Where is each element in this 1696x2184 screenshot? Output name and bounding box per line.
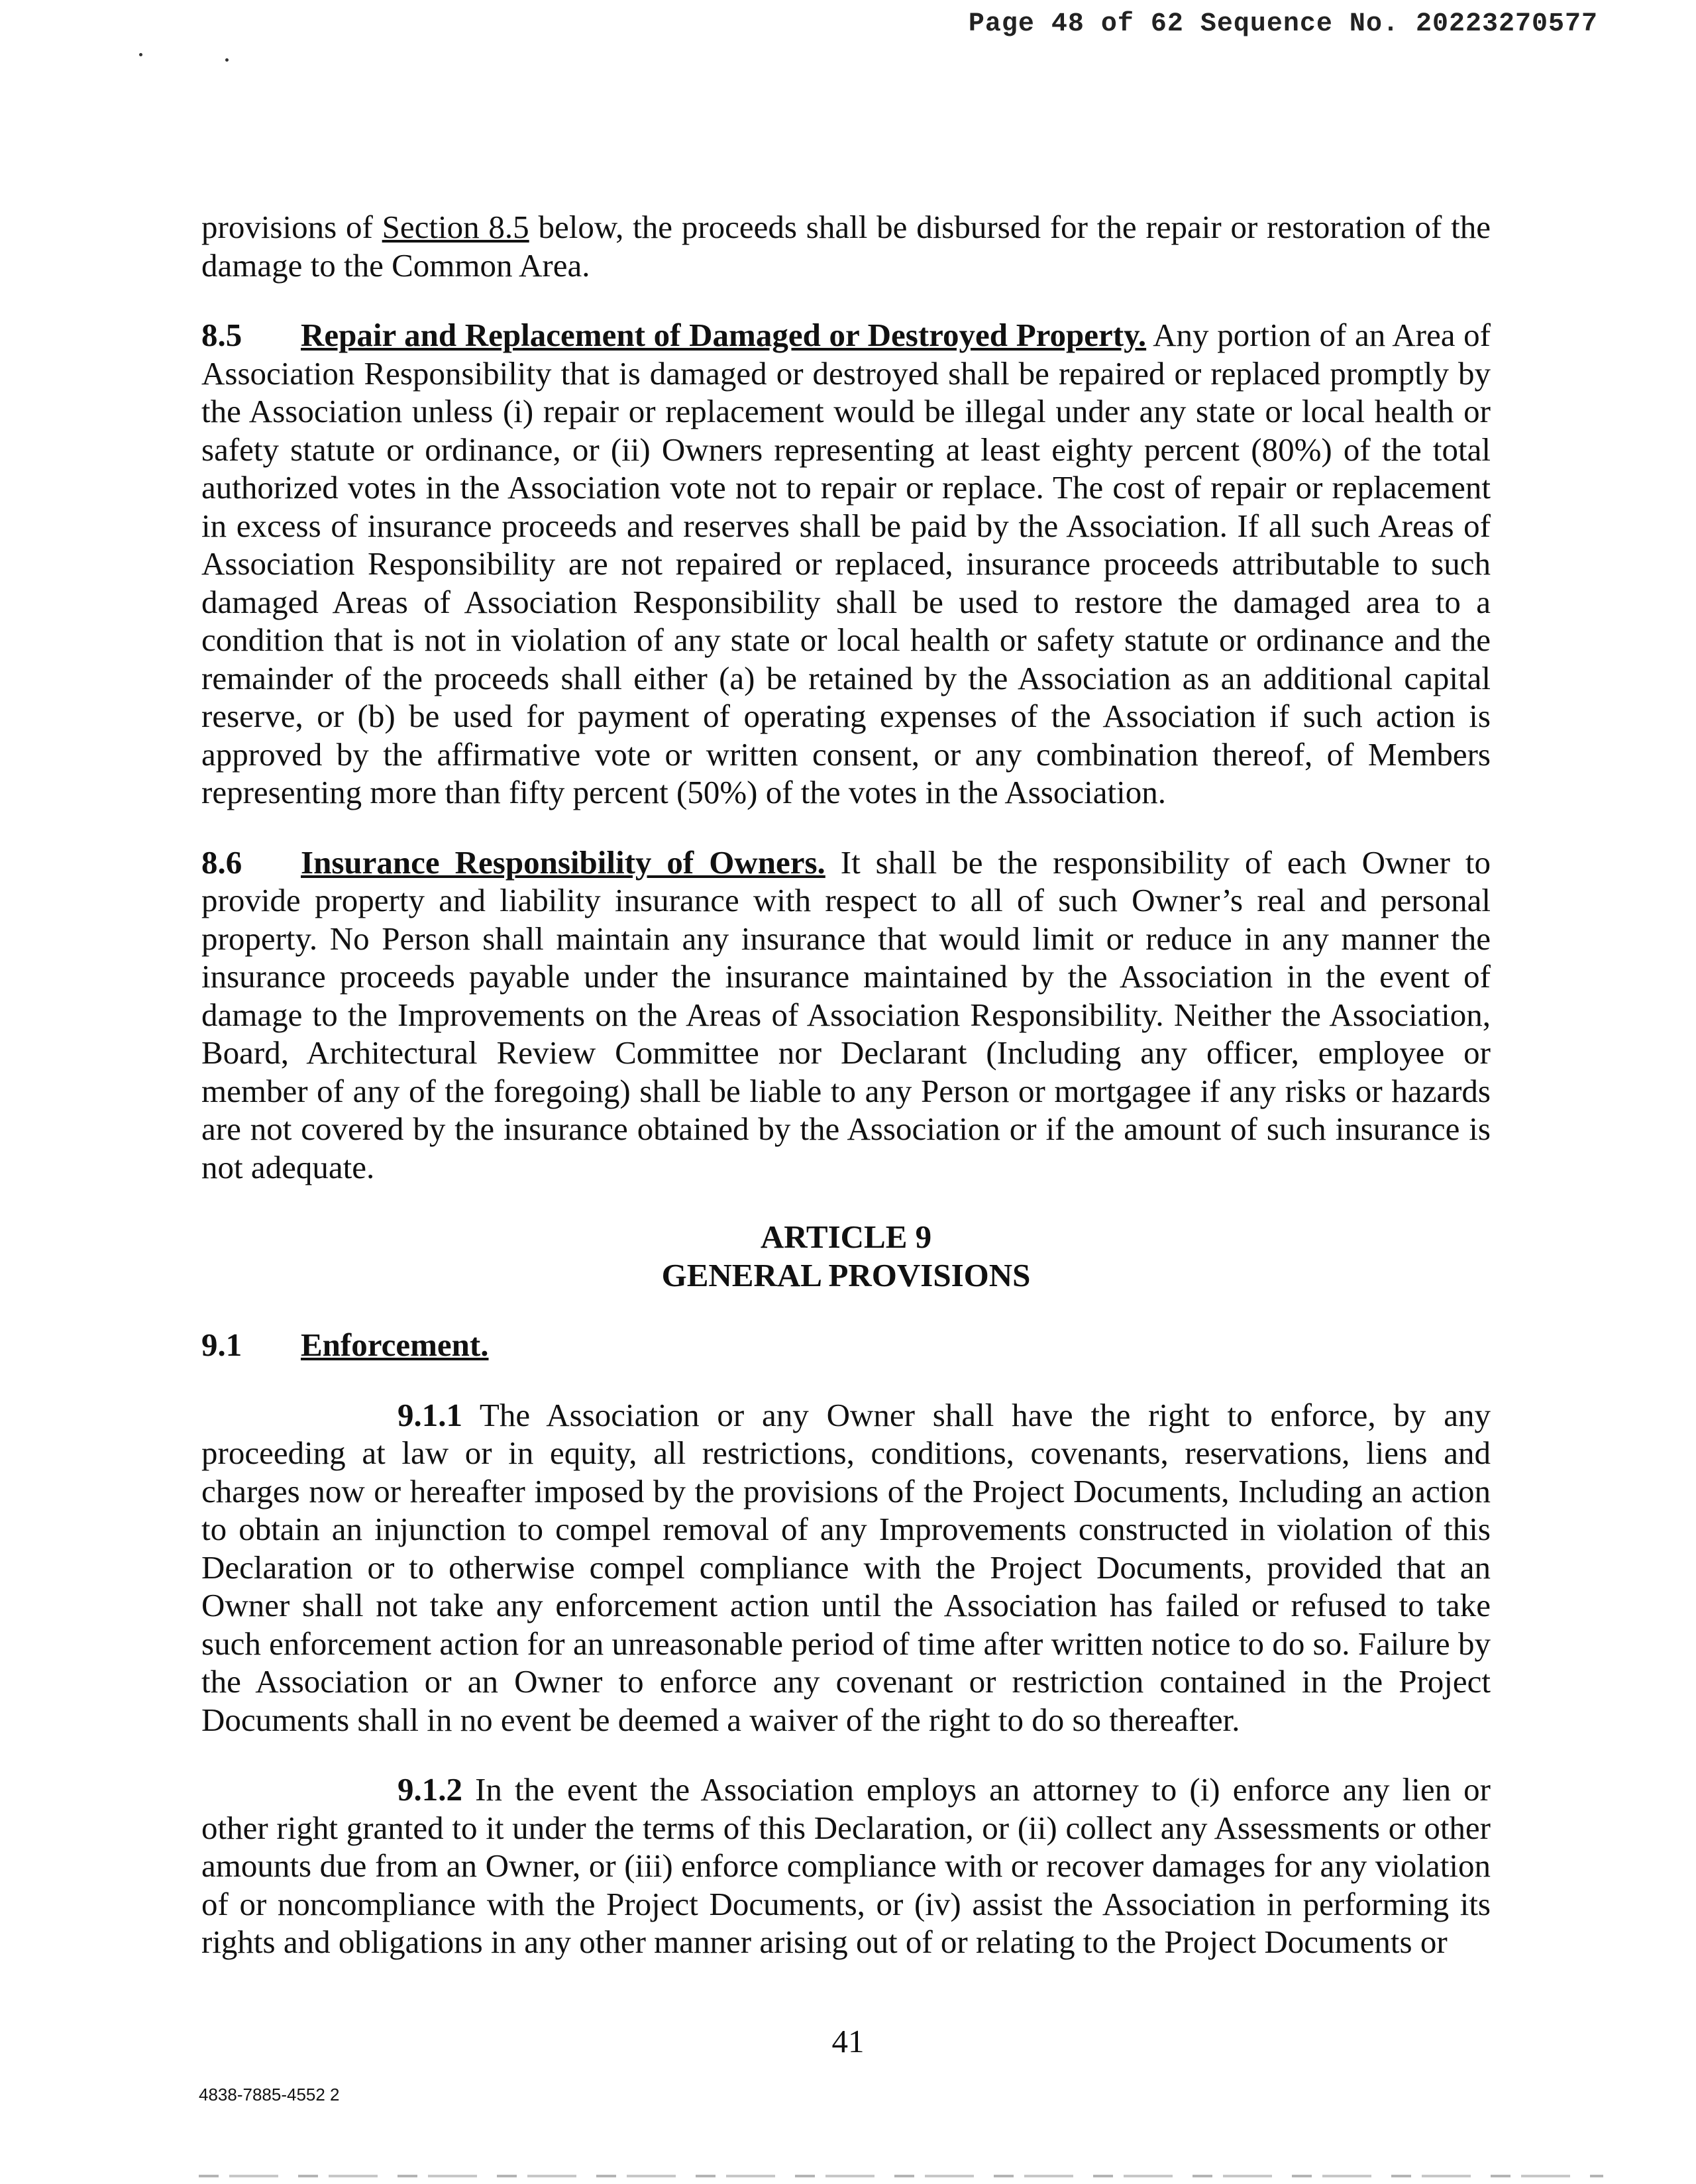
section-text: It shall be the responsibility of each Owner to provide property and liability insurance with respect to all of such Owner’s real and personal property. No Person shall maintain any insurance that would limit or reduce in any manner the insurance proceeds payable under the insurance maintained by the Association in the event of damage to the Improvements on the Areas of Association Responsibility. Neither the Association, Board, Architectural Review Committee nor Declarant (Including any officer, employee or member of any of the foregoing) shall be liable to any Person or mortgagee if any risks or hazards are not covered by the insurance obtained by the Association or if the amount of such insurance is not adequate. — [201, 844, 1491, 1185]
section-8-6 — [201, 844, 1491, 1187]
document-body — [201, 208, 1491, 1961]
scan-artifact-line — [199, 2175, 1603, 2177]
intro-paragraph: provisions of Section 8.5 below, the proceeds shall be disbursed for the repair or restoration of the damage to the Common Area. — [201, 209, 1491, 284]
section-number: 8.5 — [201, 317, 242, 353]
section-8-5 — [201, 316, 1491, 812]
section-9-1-1 — [201, 1396, 1491, 1739]
subsection-text: In the event the Association employs an attorney to (i) enforce any lien or other right granted to it under the terms of this Declaration, or (ii) collect any Assessments or other amounts due from an Owner, or (iii) enforce compliance with or recover damages for any violation of or noncompliance with the Project Documents, or (iv) assist the Association in performing its rights and obligations in any other manner arising out of or relating to the Project Documents or — [201, 1771, 1491, 1960]
scan-speck — [225, 58, 229, 62]
article-title: GENERAL PROVISIONS — [661, 1256, 1031, 1293]
section-text: Any portion of an Area of Association Responsibility that is damaged or destroyed shall be repaired or replaced promptly by the Association unless (i) repair or replacement would be illegal under any state or local health or safety statute or ordinance, or (ii) Owners representing at least eighty percent (80%) of the total authorized votes in the Association vote not to repair or replace. The cost of repair or replacement in excess of insurance proceeds and reserves shall be paid by the Association. If all such Areas of Association Responsibility are not repaired or replaced, insurance proceeds attributable to such damaged Areas of Association Responsibility shall be used to restore the damaged area to a condition that is not in violation of any state or local health or safety statute or ordinance and the remainder of the proceeds shall either (a) be retained by the Association as an additional capital reserve, or (b) be used for payment of operating expenses of the Association if such action is approved by the affirmative vote or written consent, or any combination thereof, of Members representing more than fifty percent (50%) of the votes in the Association. — [201, 317, 1491, 810]
section-title: Repair and Replacement of Damaged or Destroyed Property. — [301, 317, 1147, 353]
subsection-number: 9.1.1 — [398, 1396, 462, 1433]
section-number: 8.6 — [201, 844, 242, 881]
subsection-text: The Association or any Owner shall have the right to enforce, by any proceeding at law or in equity, all restrictions, conditions, covenants, reservations, liens and charges now or hereafter imposed by the provisions of the Project Documents, Including an action to obtain an injunction to compel removal of any Improvements constructed in violation of this Declaration or to otherwise compel compliance with the Project Documents, provided that an Owner shall not take any enforcement action until the Association has failed or refused to take such enforcement action for an unreasonable period of time after written notice to do so. Failure by the Association or an Owner to enforce any covenant or restriction contained in the Project Documents shall in no event be deemed a waiver of the right to do so thereafter. — [201, 1396, 1491, 1738]
section-9-1 — [201, 1326, 1491, 1364]
document-code: 4838-7885-4552 2 — [199, 2085, 340, 2104]
section-reference: Section 8.5 — [382, 209, 529, 245]
section-9-1-2 — [201, 1771, 1491, 1961]
page-sequence-header: Page 48 of 62 Sequence No. 20223270577 — [968, 9, 1598, 39]
page-number: 41 — [831, 2023, 865, 2059]
article-heading — [201, 1218, 1491, 1294]
section-title: Enforcement. — [301, 1327, 489, 1363]
section-title: Insurance Responsibility of Owners. — [301, 844, 825, 881]
scan-speck — [139, 53, 142, 56]
subsection-number: 9.1.2 — [398, 1771, 462, 1808]
article-number: ARTICLE 9 — [760, 1219, 932, 1255]
section-number: 9.1 — [201, 1327, 242, 1363]
